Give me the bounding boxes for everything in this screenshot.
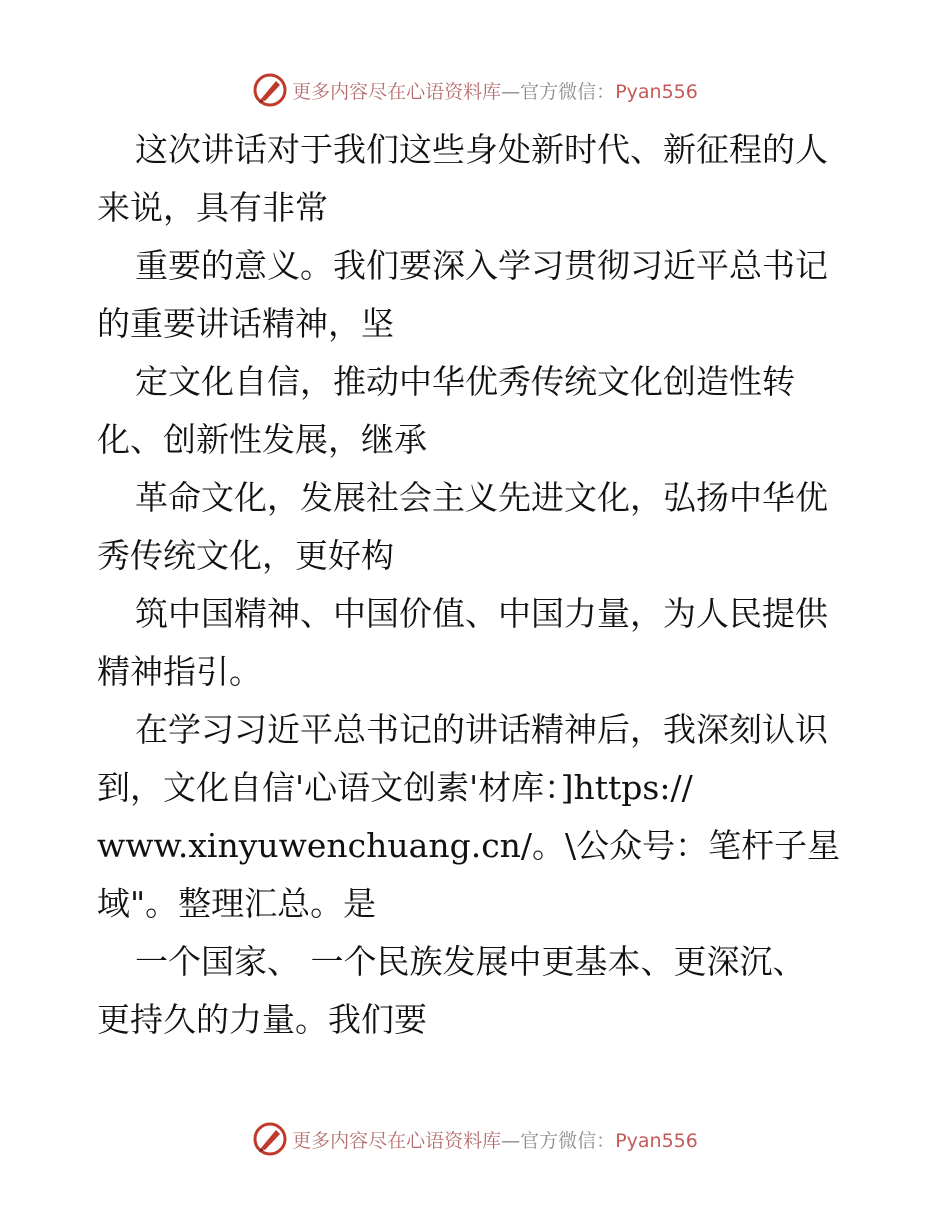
- pen-logo-icon: [252, 72, 288, 108]
- banner-dash: —: [501, 80, 521, 103]
- pen-logo-icon: [252, 1121, 288, 1157]
- banner-wechat-id: Pyan556: [615, 1129, 698, 1152]
- paragraph-line: 在学习习近平总书记的讲话精神后，我深刻认识: [135, 710, 828, 749]
- paragraph-line: 化、创新性发展，继承: [97, 420, 427, 459]
- paragraph-line: 来说，具有非常: [97, 188, 328, 227]
- banner-part2: 官方微信：: [520, 1129, 616, 1152]
- paragraph-line: 筑中国精神、中国价值、中国力量，为人民提供: [135, 594, 828, 633]
- paragraph: [97, 469, 857, 585]
- paragraph-line: 重要的意义。我们要深入学习贯彻习近平总书记: [135, 246, 828, 285]
- banner-text: [292, 77, 698, 104]
- paragraph-line: 一个国家、 一个民族发展中更基本、更深沉、: [135, 942, 806, 981]
- document-body: [97, 121, 857, 1049]
- paragraph-line: 定文化自信，推动中华优秀传统文化创造性转: [135, 362, 795, 401]
- paragraph: [97, 585, 857, 701]
- paragraph-line: 精神指引。: [97, 652, 262, 691]
- banner-part1: 更多内容尽在心语资料库: [292, 80, 502, 103]
- paragraph-line: 这次讲话对于我们这些身处新时代、新征程的人: [135, 130, 828, 169]
- paragraph: [97, 933, 857, 1049]
- banner-wechat-id: Pyan556: [615, 80, 698, 103]
- paragraph-line: www.xinyuwenchuang.cn/。\公众号：笔杆子星: [97, 826, 841, 865]
- paragraph-line: 秀传统文化，更好构: [97, 536, 394, 575]
- header-watermark-banner: [0, 70, 950, 110]
- paragraph-line: 更持久的力量。我们要: [97, 1000, 427, 1039]
- footer-watermark-banner: [0, 1119, 950, 1159]
- paragraph: [97, 353, 857, 469]
- paragraph: [97, 701, 857, 933]
- banner-dash: —: [501, 1129, 521, 1152]
- banner-part1: 更多内容尽在心语资料库: [292, 1129, 502, 1152]
- banner-part2: 官方微信：: [520, 80, 616, 103]
- paragraph-line: 的重要讲话精神，坚: [97, 304, 394, 343]
- paragraph: [97, 237, 857, 353]
- paragraph-line: 到，文化自信'心语文创素'材库：]https://: [97, 768, 693, 807]
- banner-text: [292, 1126, 698, 1153]
- paragraph-line: 革命文化，发展社会主义先进文化，弘扬中华优: [135, 478, 828, 517]
- paragraph: [97, 121, 857, 237]
- paragraph-line: 域"。整理汇总。是: [97, 884, 377, 923]
